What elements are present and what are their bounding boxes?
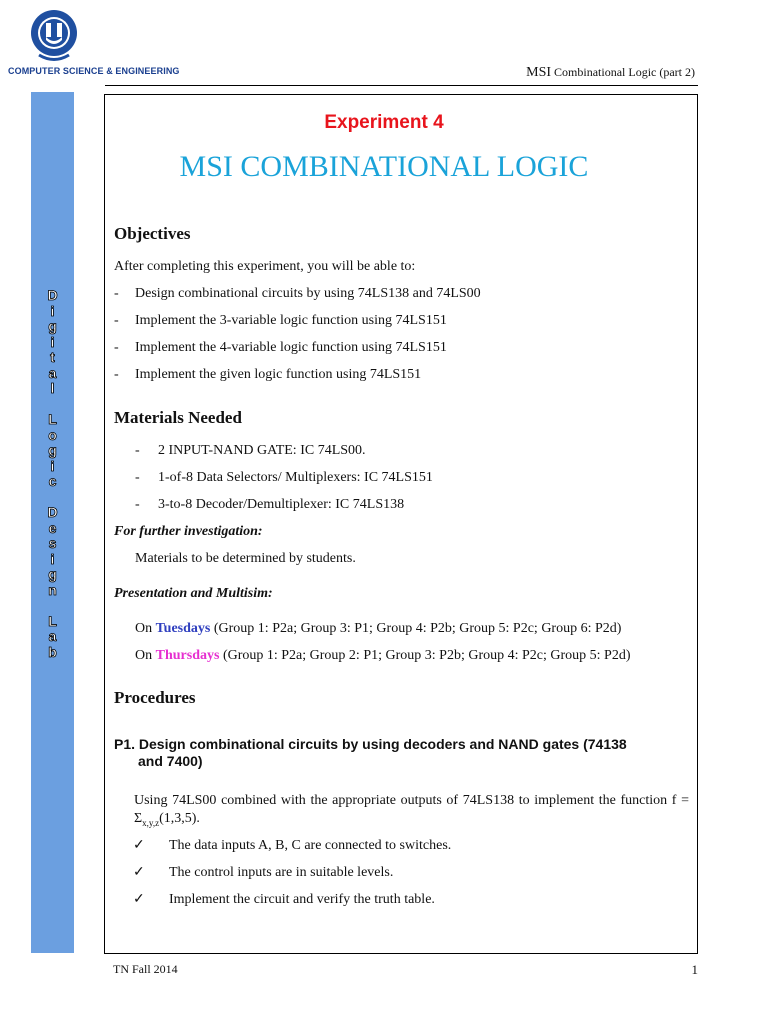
checkmark-icon: ✓ <box>133 892 145 907</box>
objectives-heading: Objectives <box>114 224 191 243</box>
experiment-label: Experiment 4 <box>324 112 444 133</box>
schedule-thursday <box>135 648 631 664</box>
running-title-rest: Combinational Logic (part 2) <box>551 65 695 79</box>
sidebar-letter: i <box>50 550 55 567</box>
further-investigation-text: Materials to be determined by students. <box>135 551 356 566</box>
sidebar-banner <box>31 92 74 953</box>
checklist-item-1 <box>133 837 451 854</box>
sidebar-letter: e <box>48 519 57 536</box>
objective-item-2: Implement the 3-variable logic function using 74LS151 <box>135 313 447 328</box>
running-title <box>526 65 695 81</box>
sidebar-letter: n <box>48 581 57 598</box>
schedule-groups: (Group 1: P2a; Group 3: P1; Group 4: P2b; Group 5: P2c; Group 6: P2d) <box>210 621 622 636</box>
header-rule <box>105 85 698 86</box>
objective-dash: - <box>114 367 119 382</box>
sidebar-letter: g <box>48 442 57 458</box>
sidebar-letter: D <box>47 504 58 520</box>
objective-item-1: Design combinational circuits by using 74LS138 and 74LS00 <box>135 286 481 301</box>
objectives-intro: After completing this experiment, you will be able to: <box>114 259 416 274</box>
material-dash: - <box>135 497 140 512</box>
material-dash: - <box>135 470 140 485</box>
checkmark-icon: ✓ <box>133 865 145 880</box>
material-item-2: 1-of-8 Data Selectors/ Multiplexers: IC 74LS151 <box>158 470 433 485</box>
materials-heading: Materials Needed <box>114 408 242 427</box>
schedule-tuesday <box>135 621 621 637</box>
sidebar-letter: L <box>48 612 57 629</box>
p1-paragraph-end: (1,3,5). <box>159 811 200 826</box>
tuesday-label: Tuesdays <box>155 621 211 636</box>
university-logo <box>29 8 79 64</box>
material-item-1: 2 INPUT-NAND GATE: IC 74LS00. <box>158 443 366 458</box>
objective-dash: - <box>114 313 119 328</box>
sidebar-letter: D <box>47 287 58 303</box>
p1-paragraph-text: Using 74LS00 combined with the appropriate outputs of 74LS138 to implement the function f = Σ <box>134 793 689 826</box>
sidebar-letter: a <box>48 364 57 381</box>
sidebar-letters <box>31 288 74 660</box>
objective-dash: - <box>114 340 119 355</box>
p1-heading-line2: and 7400) <box>138 753 203 769</box>
checklist-item-2 <box>133 864 393 881</box>
material-dash: - <box>135 443 140 458</box>
schedule-groups: (Group 1: P2a; Group 2: P1; Group 3: P2b; Group 4: P2c; Group 5: P2d) <box>219 648 631 663</box>
further-investigation-heading: For further investigation: <box>114 524 263 539</box>
sidebar-letter: o <box>48 426 57 443</box>
sidebar-letter: i <box>50 302 55 319</box>
thursday-label: Thursdays <box>155 648 220 663</box>
material-item-3: 3-to-8 Decoder/Demultiplexer: IC 74LS138 <box>158 497 405 512</box>
objective-item-3: Implement the 4-variable logic function using 74LS151 <box>135 340 447 355</box>
presentation-heading: Presentation and Multisim: <box>114 586 273 601</box>
objective-item-4: Implement the given logic function using 74LS151 <box>135 367 422 382</box>
sidebar-letter: b <box>48 643 57 660</box>
footer-label: TN Fall 2014 <box>113 962 178 976</box>
procedures-heading: Procedures <box>114 688 196 707</box>
sidebar-letter: g <box>48 318 57 334</box>
schedule-prefix: On <box>135 621 156 636</box>
checklist-item-3 <box>133 891 435 908</box>
checklist-text: The data inputs A, B, C are connected to switches. <box>169 838 452 853</box>
sidebar-letter: a <box>48 628 57 644</box>
sidebar-letter: c <box>48 473 57 489</box>
p1-paragraph <box>134 792 689 832</box>
sidebar-letter: t <box>50 349 55 365</box>
checkmark-icon: ✓ <box>133 838 145 853</box>
p1-heading <box>114 736 674 770</box>
p1-paragraph-subscript: x,y,z <box>142 817 160 828</box>
schedule-prefix: On <box>135 648 156 663</box>
sidebar-letter: i <box>50 457 55 474</box>
page-number: 1 <box>691 962 698 977</box>
sidebar-letter: s <box>48 535 57 551</box>
page-title: MSI COMBINATIONAL LOGIC <box>179 150 589 183</box>
p1-heading-line1: P1. Design combinational circuits by using decoders and NAND gates (74138 <box>114 736 627 752</box>
checklist-text: The control inputs are in suitable levels. <box>169 865 394 880</box>
objective-dash: - <box>114 286 119 301</box>
checklist-text: Implement the circuit and verify the truth table. <box>169 892 435 907</box>
sidebar-letter: L <box>48 411 57 427</box>
department-name: COMPUTER SCIENCE & ENGINEERING <box>8 66 180 76</box>
sidebar-letter: g <box>48 566 57 582</box>
running-title-big: MSI <box>526 65 552 80</box>
sidebar-letter: l <box>50 380 55 396</box>
sidebar-letter: i <box>50 333 55 350</box>
